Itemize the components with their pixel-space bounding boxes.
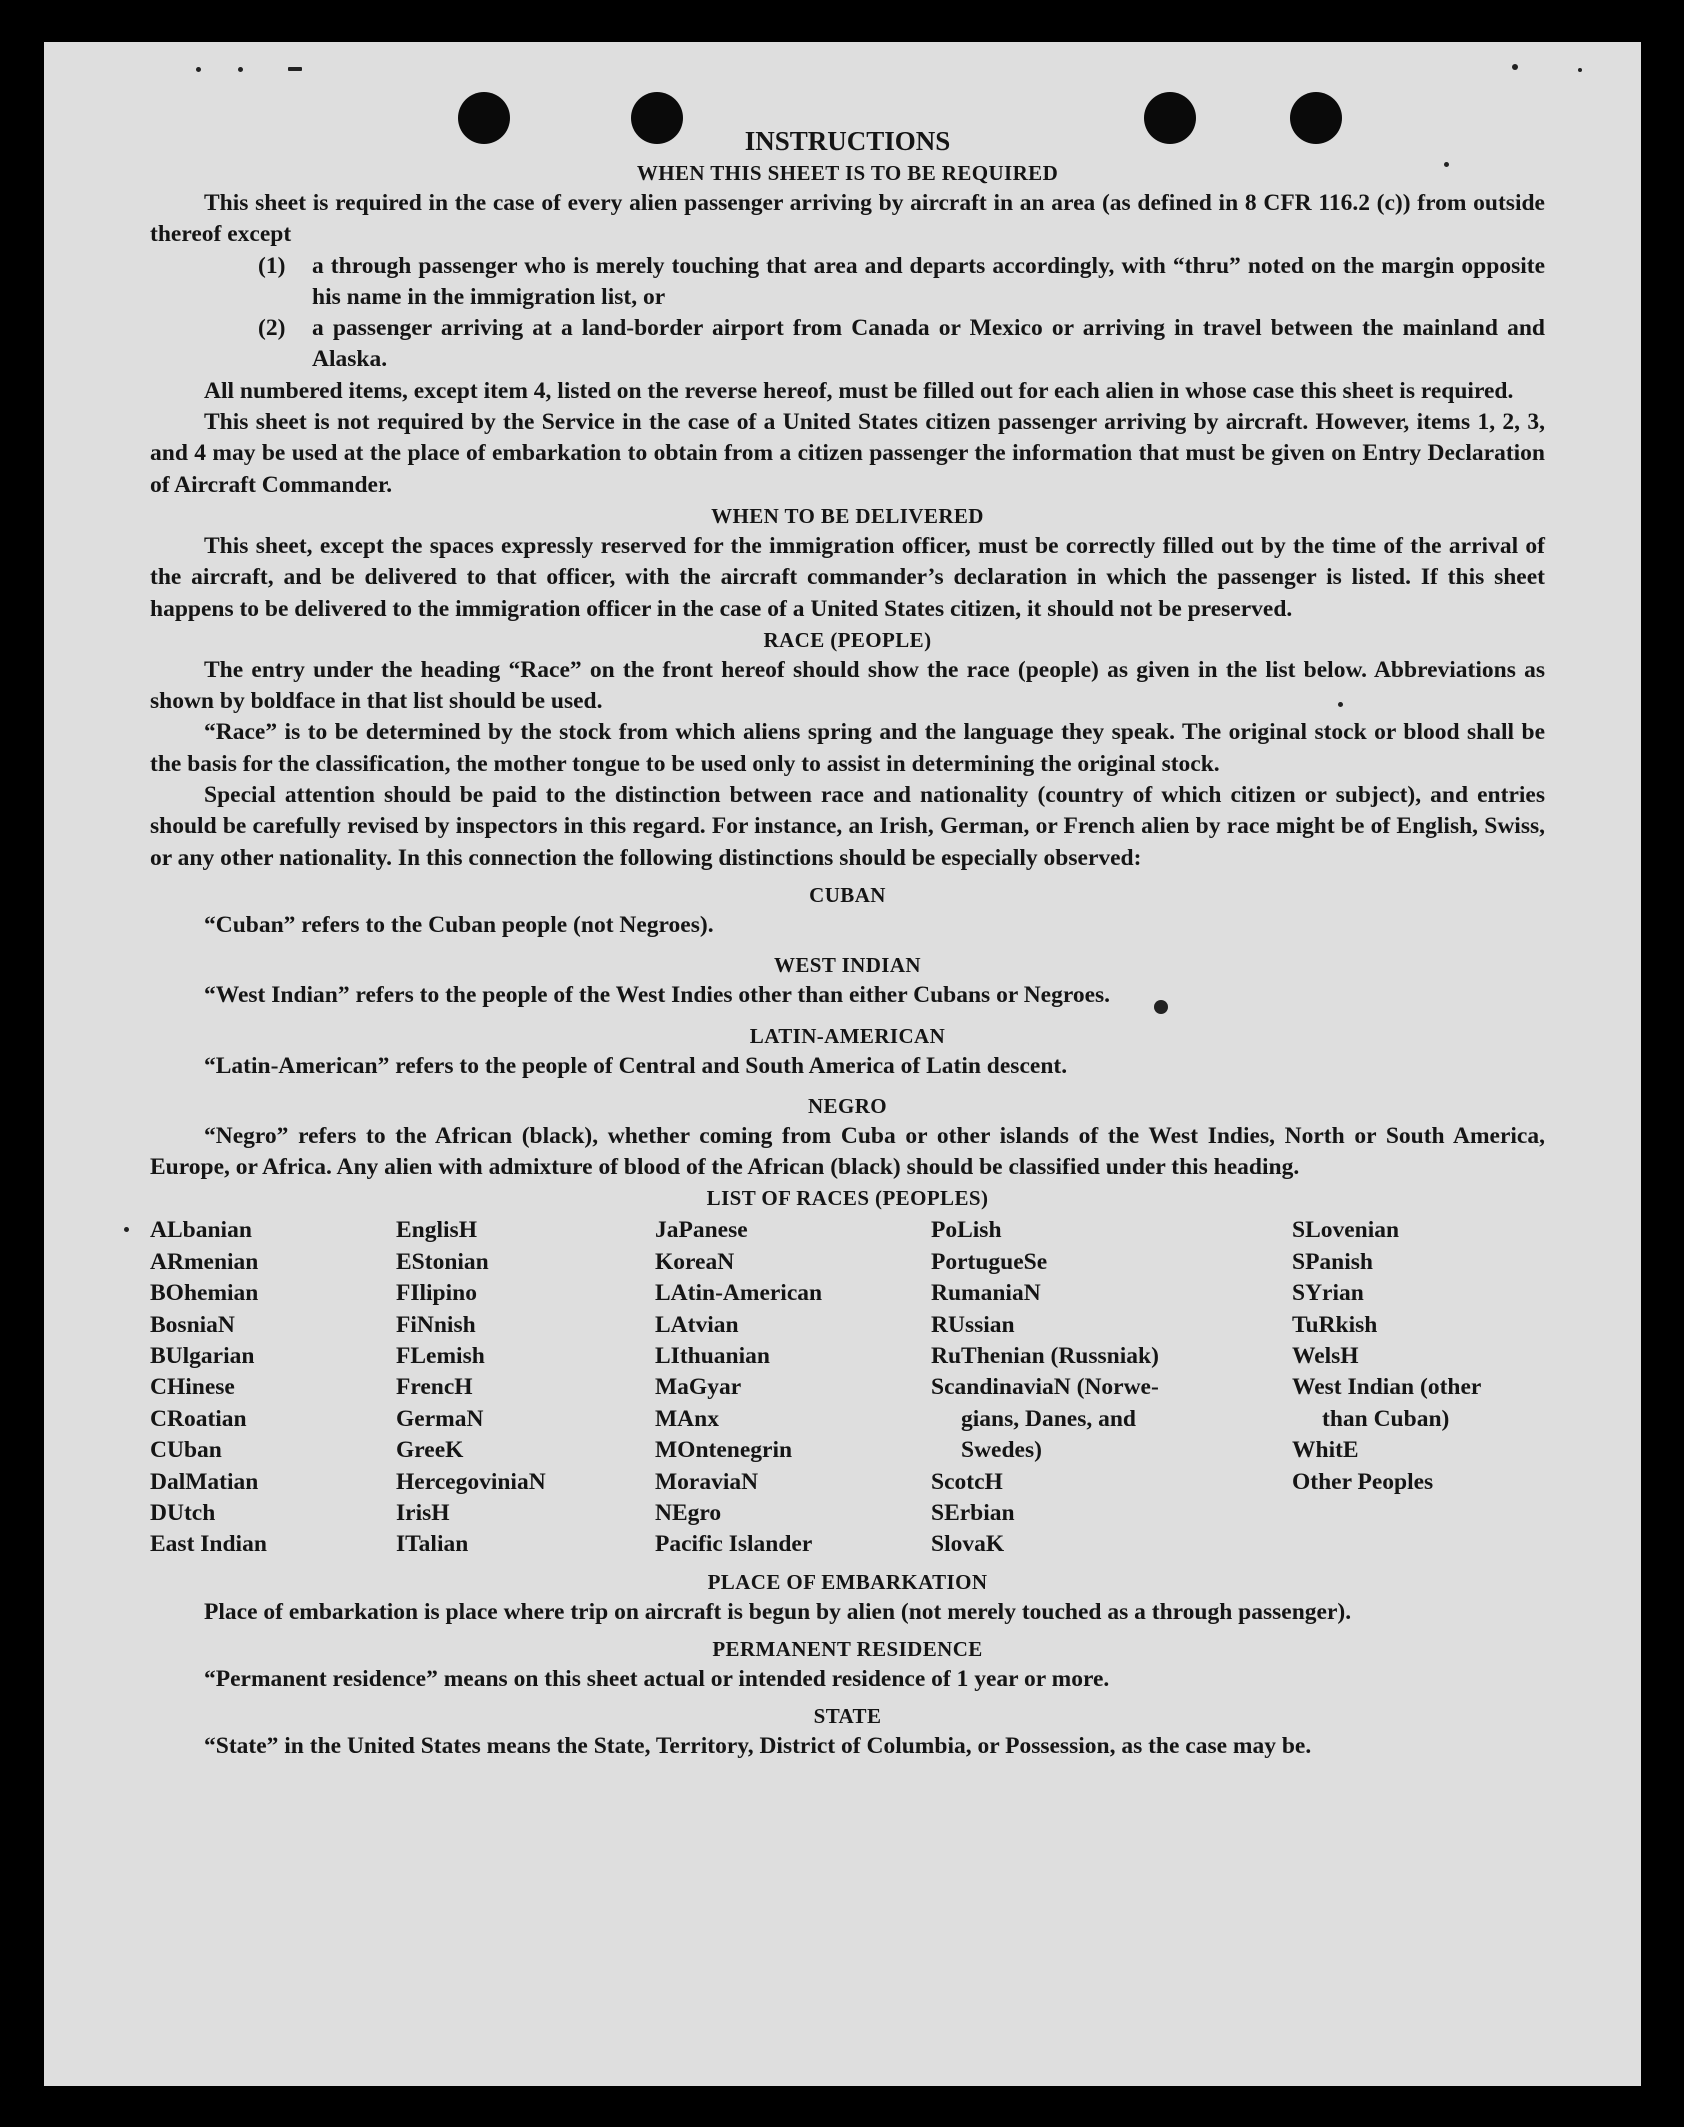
races-column (931, 1215, 1292, 1560)
race-entry: BosniaN (150, 1311, 235, 1338)
race-entry: Other Peoples (1292, 1468, 1434, 1495)
races-column (1292, 1215, 1545, 1560)
paragraph: This sheet, except the spaces expressly reserved for the immigration officer, must be correctly filled out by the time of the arrival of the aircraft, and be delivered to that officer, with the aircraft commander’s declaration in which the passenger is listed. If this sheet happens to be delivered to the immigration officer in the case of a United States citizen, it should not be preserved. (150, 532, 1545, 622)
race-entry: HercegoviniaN (396, 1468, 546, 1495)
paragraph: Special attention should be paid to the distinction between race and nationality (country of which citizen or subject), and entries should be carefully revised by inspectors in this regard. For instance, an Irish, German, or French alien by race might be of English, Swiss, or any other nationality. In this connection the following distinctions should be especially observed: (150, 782, 1545, 871)
race-entry: Pacific Islander (655, 1531, 813, 1558)
instructions-body (150, 124, 1545, 1763)
race-entry: ARmenian (150, 1248, 259, 1275)
race-entry: SYrian (1292, 1280, 1364, 1307)
race-entry: CHinese (150, 1374, 235, 1401)
section-heading-latin-american: LATIN-AMERICAN (749, 1023, 946, 1048)
race-entry: SlovaK (931, 1531, 1005, 1558)
race-entry: BOhemian (150, 1280, 259, 1307)
race-entry: IrisH (396, 1500, 450, 1527)
race-entry: MoraviaN (655, 1468, 759, 1495)
race-entry: SErbian (931, 1500, 1015, 1527)
document-page (44, 42, 1641, 2086)
race-entry: FrencH (396, 1374, 473, 1401)
list-item-text: a through passenger who is merely touching that area and departs accordingly, with “thru” noted on the margin opposite his name in the immigration list, or (312, 252, 1545, 310)
race-entry: ScotcH (931, 1468, 1003, 1495)
race-entry: JaPanese (655, 1217, 748, 1244)
section-heading-race: RACE (PEOPLE) (763, 627, 932, 652)
race-entry: KoreaN (655, 1248, 735, 1275)
list-item (258, 313, 1545, 376)
race-entry-continued: than Cuban) (1322, 1405, 1450, 1432)
race-entry: PoLish (931, 1217, 1002, 1244)
paragraph: “Permanent residence” means on this sheet actual or intended residence of 1 year or more. (204, 1666, 1110, 1693)
race-entry: West Indian (other (1292, 1374, 1482, 1401)
list-item (258, 251, 1545, 314)
race-entry: FIlipino (396, 1280, 477, 1307)
paragraph: “West Indian” refers to the people of the West Indies other than either Cubans or Negroes. (204, 982, 1111, 1009)
paragraph: “Latin-American” refers to the people of Central and South America of Latin descent. (204, 1052, 1068, 1079)
race-entry: FLemish (396, 1343, 485, 1370)
speck (124, 1227, 129, 1232)
race-entry: MAnx (655, 1405, 719, 1432)
races-column (655, 1215, 931, 1560)
race-entry: PortugueSe (931, 1248, 1048, 1275)
paragraph: “Race” is to be determined by the stock from which aliens spring and the language they speak. The original stock or blood shall be the basis for the classification, the mother tongue to be used only to assist in determining the original stock. (150, 719, 1545, 777)
section-heading-cuban: CUBAN (809, 882, 886, 907)
section-heading-permanent-residence: PERMANENT RESIDENCE (712, 1637, 983, 1662)
race-entry: SPanish (1292, 1248, 1373, 1275)
race-entry-continued: Swedes) (961, 1437, 1042, 1464)
paragraph: “State” in the United States means the State, Territory, District of Columbia, or Possession, as the case may be. (204, 1733, 1312, 1760)
race-entry: GermaN (396, 1405, 484, 1432)
race-entry: GreeK (396, 1437, 464, 1464)
races-column (150, 1215, 396, 1560)
paragraph: The entry under the heading “Race” on the front hereof should show the race (people) as given in the list below. Abbreviations as shown by boldface in that list should be used. (150, 656, 1545, 715)
race-entry: MaGyar (655, 1374, 742, 1401)
paragraph: “Cuban” refers to the Cuban people (not Negroes). (204, 911, 714, 938)
race-entry: CUban (150, 1437, 222, 1464)
speck (196, 67, 201, 72)
race-entry: RumaniaN (931, 1280, 1041, 1307)
list-item-text: a passenger arriving at a land-border airport from Canada or Mexico or arriving in travel between the mainland and Alaska. (312, 315, 1545, 373)
section-heading-state: STATE (813, 1704, 882, 1729)
speck (1578, 68, 1582, 72)
paragraph: “Negro” refers to the African (black), whether coming from Cuba or other islands of the West Indies, North or South America, Europe, or Africa. Any alien with admixture of blood of the African (black) should be classified under this heading. (150, 1122, 1545, 1181)
race-entry: East Indian (150, 1531, 267, 1558)
race-entry: ScandinaviaN (Norwe- (931, 1374, 1159, 1401)
speck (1512, 64, 1518, 70)
paragraph: All numbered items, except item 4, listed on the reverse hereof, must be filled out for each alien in whose case this sheet is required. (204, 377, 1514, 404)
section-heading-west-indian: WEST INDIAN (774, 953, 921, 978)
race-entry: RuThenian (Russniak) (931, 1343, 1159, 1370)
list-item-number: (1) (258, 252, 286, 279)
race-entry: DalMatian (150, 1468, 259, 1495)
race-entry: MOntenegrin (655, 1437, 793, 1464)
race-entry: EnglisH (396, 1217, 477, 1244)
list-item-number: (2) (258, 315, 286, 342)
speck (238, 67, 243, 72)
section-heading-negro: NEGRO (807, 1093, 887, 1118)
race-entry: RUssian (931, 1311, 1015, 1338)
race-entry-continued: gians, Danes, and (961, 1405, 1136, 1432)
race-entry: ALbanian (150, 1217, 252, 1244)
paragraph: This sheet is required in the case of every alien passenger arriving by aircraft in an area (as defined in 8 CFR 116.2 (c)) from outside thereof except (150, 190, 1545, 248)
race-entry: TuRkish (1292, 1311, 1378, 1338)
race-entry: LIthuanian (655, 1343, 770, 1370)
section-heading-list-of-races: LIST OF RACES (PEOPLES) (706, 1186, 989, 1211)
race-entry: ITalian (396, 1531, 469, 1558)
races-table (150, 1215, 1545, 1560)
section-heading-when-delivered: WHEN TO BE DELIVERED (711, 503, 984, 528)
race-entry: EStonian (396, 1248, 489, 1275)
section-heading-when-required: WHEN THIS SHEET IS TO BE REQUIRED (636, 161, 1059, 185)
race-entry: WhitE (1292, 1437, 1359, 1464)
race-entry: BUlgarian (150, 1343, 255, 1370)
page-title: INSTRUCTIONS (744, 126, 951, 156)
race-entry: CRoatian (150, 1405, 247, 1432)
race-entry: FiNnish (396, 1311, 476, 1338)
race-entry: WelsH (1292, 1343, 1359, 1370)
race-entry: DUtch (150, 1500, 216, 1527)
section-heading-place-of-embarkation: PLACE OF EMBARKATION (707, 1569, 988, 1594)
speck (288, 67, 302, 71)
race-entry: LAtin-American (655, 1280, 823, 1307)
race-entry: SLovenian (1292, 1217, 1400, 1244)
paragraph: Place of embarkation is place where trip on aircraft is begun by alien (not merely touched as a through passenger). (204, 1598, 1352, 1625)
races-column (396, 1215, 655, 1560)
paragraph: This sheet is not required by the Service in the case of a United States citizen passenger arriving by aircraft. However, items 1, 2, 3, and 4 may be used at the place of embarkation to obtain from a citizen passenger the information that must be given on Entry Declaration of Aircraft Commander. (150, 409, 1545, 498)
race-entry: NEgro (655, 1500, 722, 1527)
race-entry: LAtvian (655, 1311, 739, 1338)
